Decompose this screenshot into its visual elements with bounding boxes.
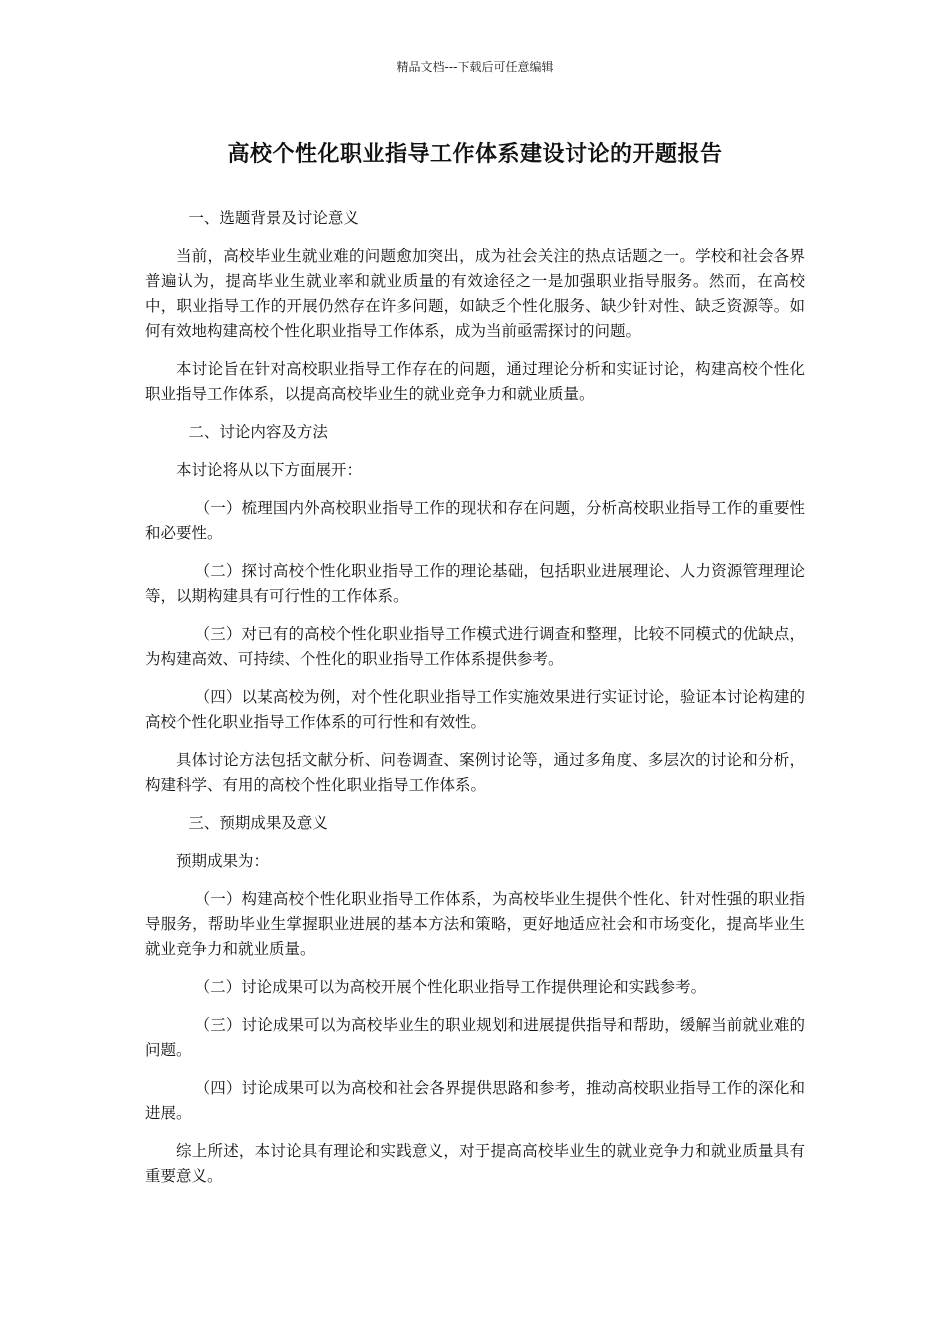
paragraph: 预期成果为： [176, 852, 270, 870]
list-item: （四）以某高校为例，对个性化职业指导工作实施效果进行实证讨论，验证本讨论构建的高校个性化职业指导工作体系的可行性和有效性。 [145, 688, 805, 731]
list-item: （一）梳理国内外高校职业指导工作的现状和存在问题，分析高校职业指导工作的重要性和必要性。 [145, 499, 805, 542]
section-heading-2: 二、讨论内容及方法 [188, 423, 328, 441]
paragraph: 综上所述，本讨论具有理论和实践意义，对于提高高校毕业生的就业竞争力和就业质量具有重要意义。 [145, 1142, 805, 1185]
section-heading-3: 三、预期成果及意义 [188, 814, 328, 832]
list-item: （四）讨论成果可以为高校和社会各界提供思路和参考，推动高校职业指导工作的深化和进展。 [145, 1079, 805, 1122]
paragraph: 具体讨论方法包括文献分析、问卷调查、案例讨论等，通过多角度、多层次的讨论和分析，构建科学、有用的高校个性化职业指导工作体系。 [145, 751, 805, 794]
paragraph: 本讨论旨在针对高校职业指导工作存在的问题，通过理论分析和实证讨论，构建高校个性化职业指导工作体系，以提高高校毕业生的就业竞争力和就业质量。 [145, 360, 805, 403]
paragraph: 本讨论将从以下方面展开： [176, 461, 363, 479]
section-heading-1: 一、选题背景及讨论意义 [188, 209, 359, 227]
document-title: 高校个性化职业指导工作体系建设讨论的开题报告 [227, 142, 723, 167]
list-item: （三）对已有的高校个性化职业指导工作模式进行调查和整理，比较不同模式的优缺点，为构建高效、可持续、个性化的职业指导工作体系提供参考。 [145, 625, 805, 668]
paragraph: 当前，高校毕业生就业难的问题愈加突出，成为社会关注的热点话题之一。学校和社会各界普遍认为，提高毕业生就业率和就业质量的有效途径之一是加强职业指导服务。然而，在高校中，职业指导工作的开展仍然存在许多问题，如缺乏个性化服务、缺少针对性、缺乏资源等。如何有效地构建高校个性化职业指导工作体系，成为当前亟需探讨的问题。 [145, 247, 805, 340]
list-item: （二）讨论成果可以为高校开展个性化职业指导工作提供理论和实践参考。 [194, 978, 707, 996]
document-body [145, 206, 805, 1202]
list-item: （二）探讨高校个性化职业指导工作的理论基础，包括职业进展理论、人力资源管理理论等，以期构建具有可行性的工作体系。 [145, 562, 805, 605]
list-item: （一）构建高校个性化职业指导工作体系，为高校毕业生提供个性化、针对性强的职业指导服务，帮助毕业生掌握职业进展的基本方法和策略，更好地适应社会和市场变化，提高毕业生就业竞争力和就业质量。 [145, 890, 805, 958]
list-item: （三）讨论成果可以为高校毕业生的职业规划和进展提供指导和帮助，缓解当前就业难的问题。 [145, 1016, 805, 1059]
header-note: 精品文档---下载后可任意编辑 [396, 60, 554, 74]
